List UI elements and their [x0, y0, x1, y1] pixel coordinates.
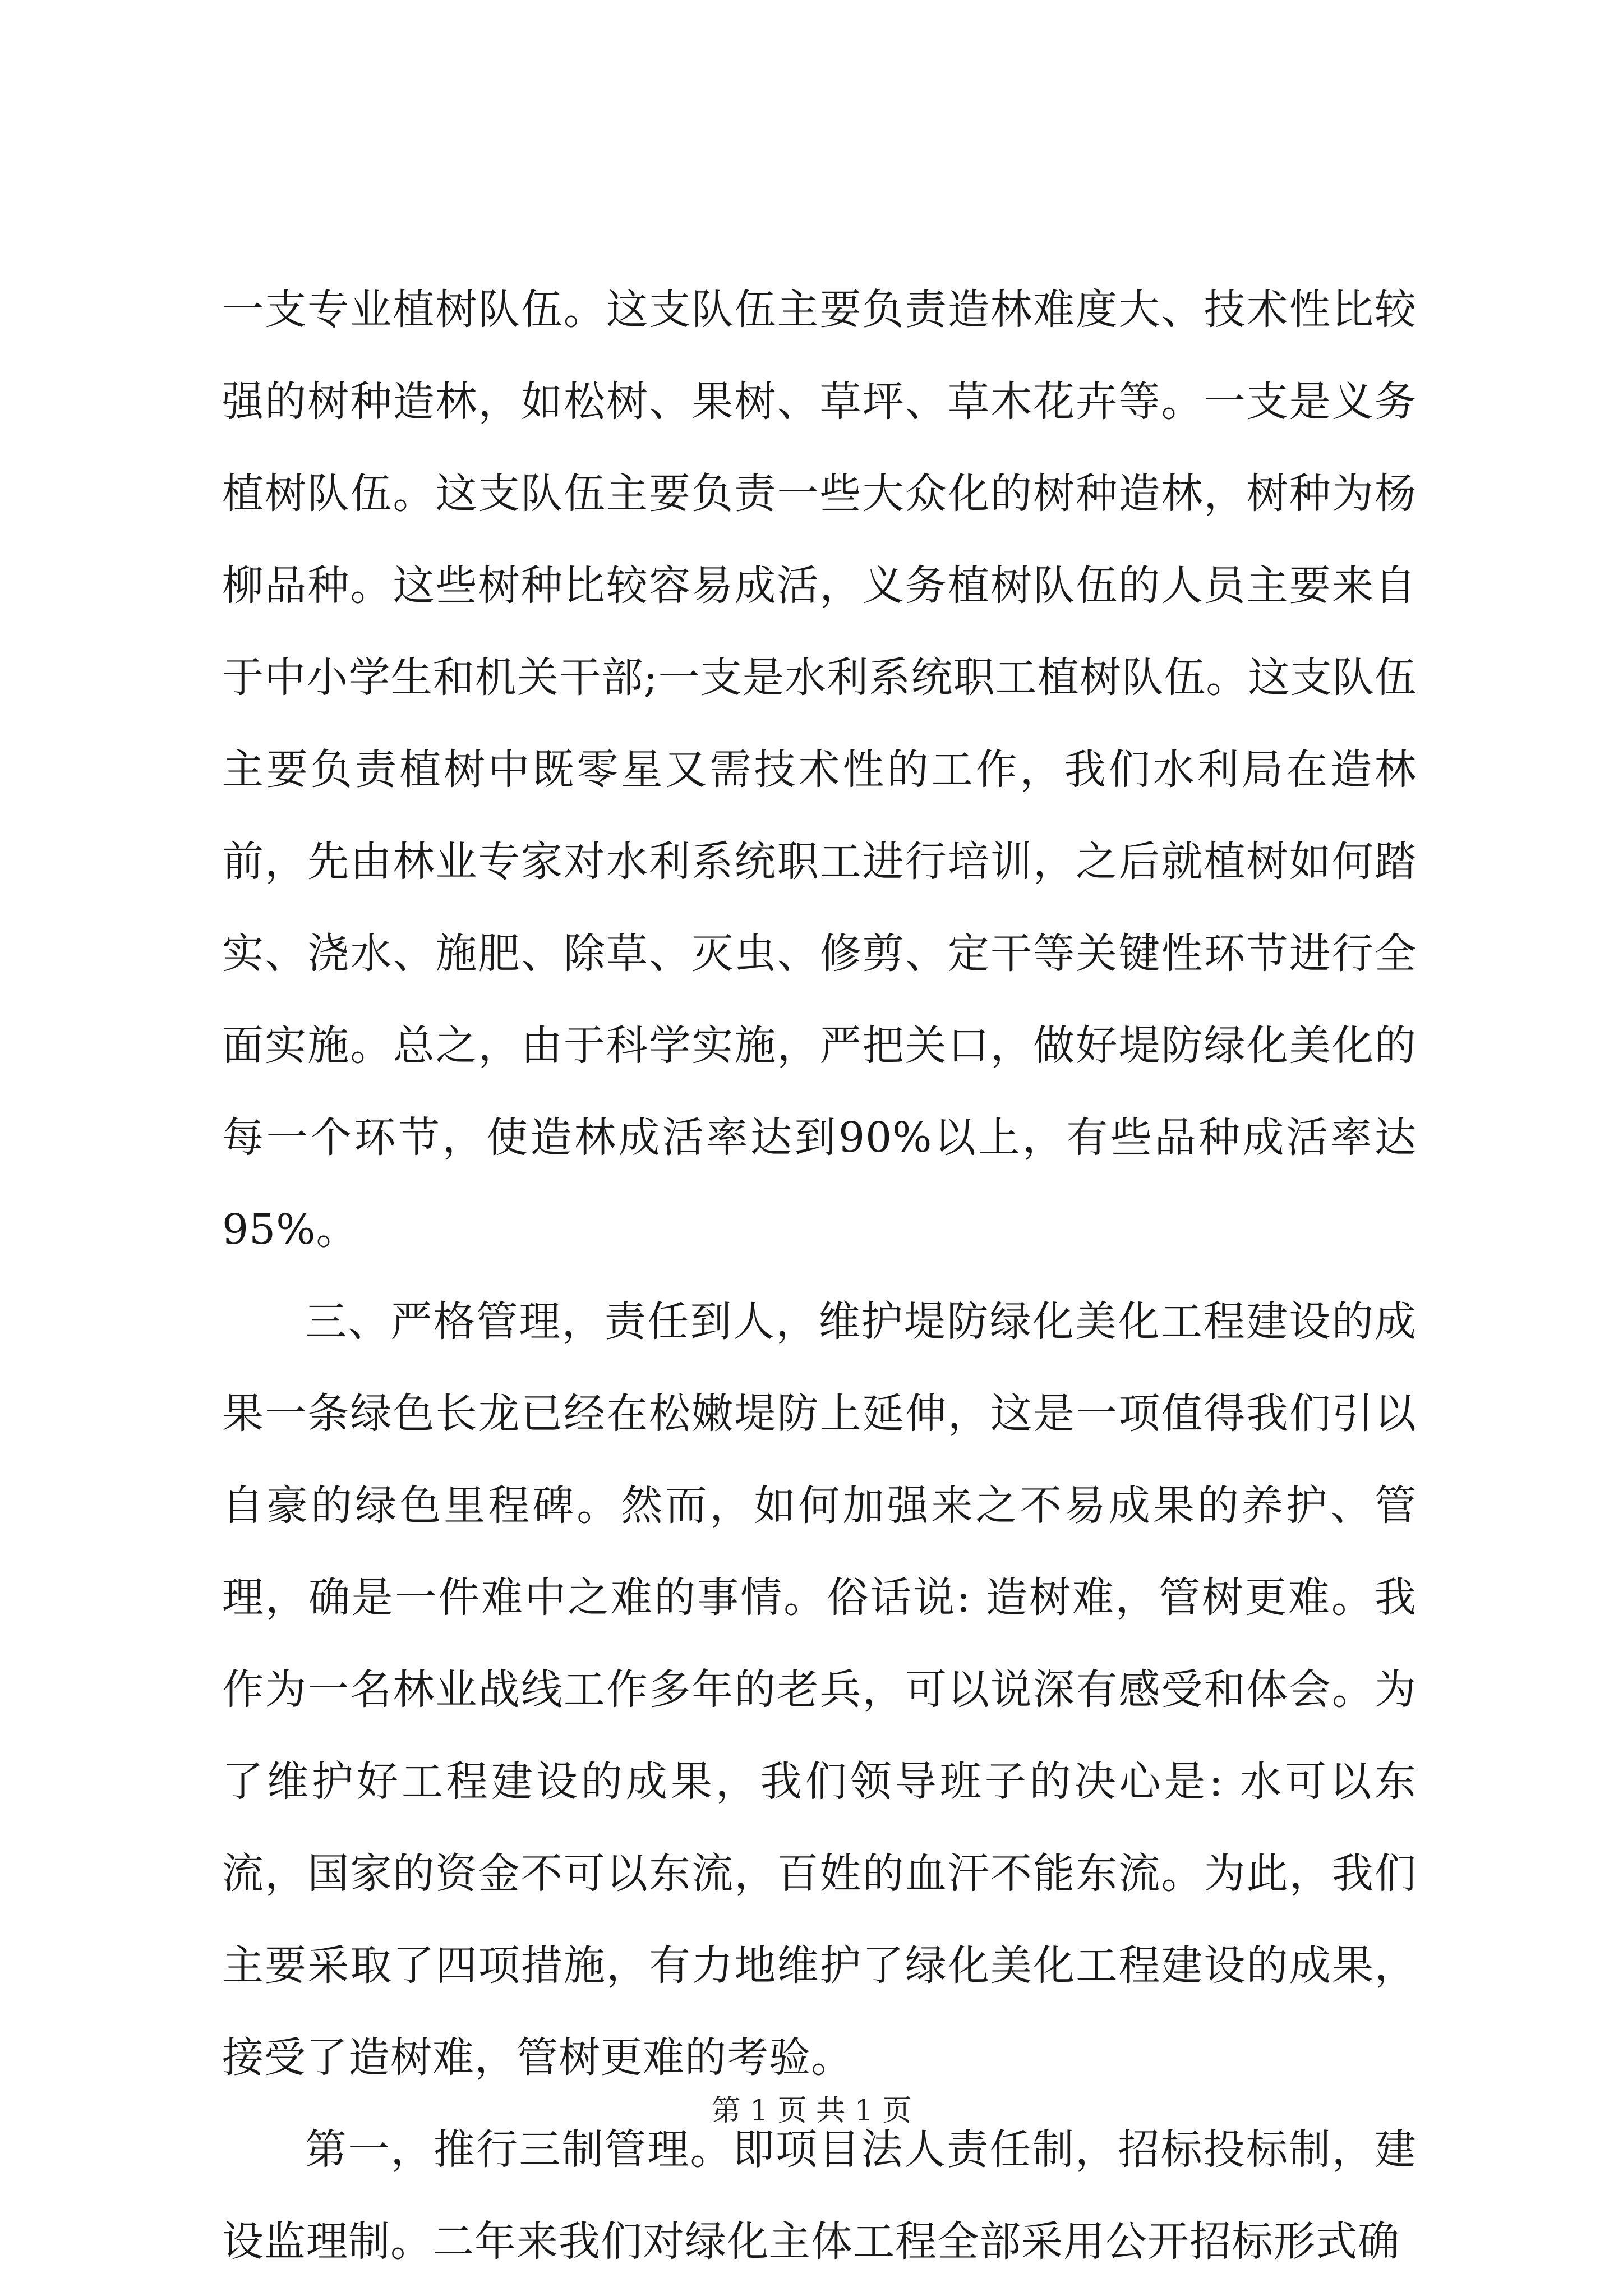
document-body: [222, 264, 1417, 2288]
page-number-label: 第 1 页 共 1 页: [711, 2094, 912, 2128]
paragraph-section-three: 三、严格管理，责任到人，维护堤防绿化美化工程建设的成果一条绿色长龙已经在松嫩堤防上延伸，这是一项值得我们引以自豪的绿色里程碑。然而，如何加强来之不易成果的养护、管理，确是一件难中之难的事情。俗话说: 造树难，管树更难。我作为一名林业战线工作多年的老兵，可以说深有感受和体会。为了维护好工程建设的成果，我们领导班子的决心是: 水可以东流，国家的资金不可以东流，百姓的血汗不能东流。为此，我们主要采取了四项措施，有力地维护了绿化美化工程建设的成果，接受了造树难，管树更难的考验。: [222, 1297, 1417, 2082]
paragraph-first-measure: 第一，推行三制管理。即项目法人责任制，招标投标制，建设监理制。二年来我们对绿化主体工程全部采用公开招标形式确: [222, 2125, 1417, 2266]
page-footer: [0, 2091, 1623, 2131]
paragraph-continuation: 一支专业植树队伍。这支队伍主要负责造林难度大、技术性比较强的树种造林，如松树、果树、草坪、草木花卉等。一支是义务植树队伍。这支队伍主要负责一些大众化的树种造林，树种为杨柳品种。这些树种比较容易成活，义务植树队伍的人员主要来自于中小学生和机关干部;一支是水利系统职工植树队伍。这支队伍主要负责植树中既零星又需技术性的工作，我们水利局在造林前，先由林业专家对水利系统职工进行培训，之后就植树如何踏实、浇水、施肥、除草、灭虫、修剪、定干等关键性环节进行全面实施。总之，由于科学实施，严把关口，做好堤防绿化美化的每一个环节，使造林成活率达到90%以上，有些品种成活率达95%。: [222, 286, 1417, 1254]
